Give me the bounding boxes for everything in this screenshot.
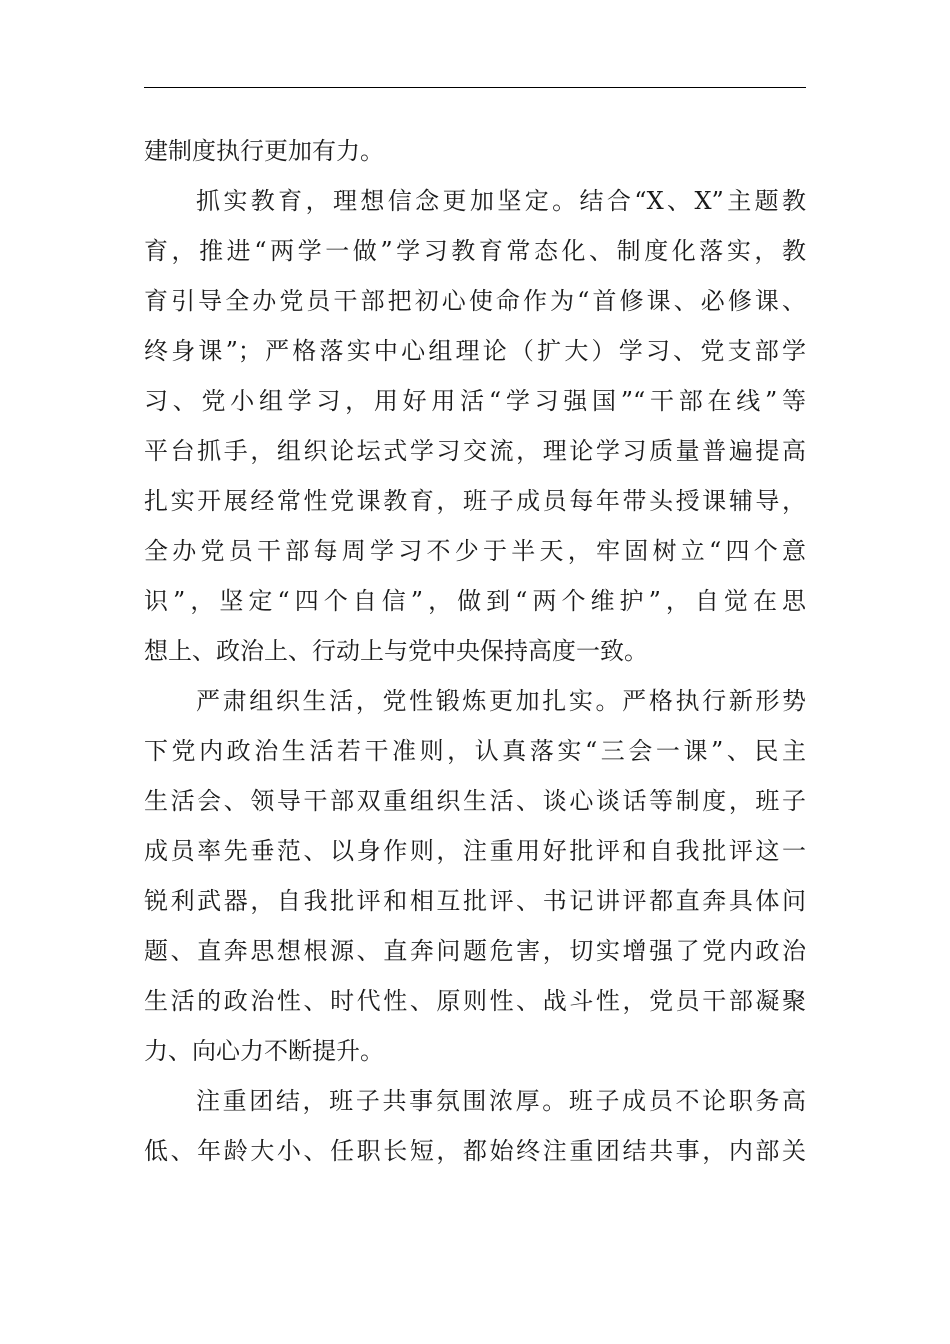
text-line: 全办党员干部每周学习不少于半天，牢固树立“四个意 xyxy=(144,537,806,565)
text-line: 平台抓手，组织论坛式学习交流，理论学习质量普遍提高 xyxy=(144,437,806,465)
text-line: 成员率先垂范、以身作则，注重用好批评和自我批评这一 xyxy=(144,837,806,865)
header-rule xyxy=(144,87,806,88)
text-line: 力、向心力不断提升。 xyxy=(144,1037,384,1065)
text-line: 锐利武器，自我批评和相互批评、书记讲评都直奔具体问 xyxy=(144,887,806,915)
text-line: 低、年龄大小、任职长短，都始终注重团结共事，内部关 xyxy=(144,1137,806,1165)
text-line: 建制度执行更加有力。 xyxy=(144,137,384,165)
text-line: 育引导全办党员干部把初心使命作为“首修课、必修课、 xyxy=(144,287,806,315)
text-line: 终身课”；严格落实中心组理论（扩大）学习、党支部学 xyxy=(144,337,806,365)
text-line: 下党内政治生活若干准则，认真落实“三会一课”、民主 xyxy=(144,737,806,765)
paragraph-first-line: 严肃组织生活，党性锻炼更加扎实。严格执行新形势 xyxy=(196,687,806,715)
text-line: 扎实开展经常性党课教育，班子成员每年带头授课辅导， xyxy=(144,487,806,515)
text-line: 习、党小组学习，用好用活“学习强国”“干部在线”等 xyxy=(144,387,806,415)
text-line: 生活的政治性、时代性、原则性、战斗性，党员干部凝聚 xyxy=(144,987,806,1015)
body-text xyxy=(144,126,806,1176)
text-line: 识”，坚定“四个自信”，做到“两个维护”，自觉在思 xyxy=(144,587,806,615)
text-line: 想上、政治上、行动上与党中央保持高度一致。 xyxy=(144,637,648,665)
paragraph-first-line: 注重团结，班子共事氛围浓厚。班子成员不论职务高 xyxy=(196,1087,806,1115)
text-line: 生活会、领导干部双重组织生活、谈心谈话等制度，班子 xyxy=(144,787,806,815)
text-line: 育，推进“两学一做”学习教育常态化、制度化落实，教 xyxy=(144,237,806,265)
paragraph-first-line: 抓实教育，理想信念更加坚定。结合“X、X”主题教 xyxy=(196,187,806,215)
text-line: 题、直奔思想根源、直奔问题危害，切实增强了党内政治 xyxy=(144,937,806,965)
